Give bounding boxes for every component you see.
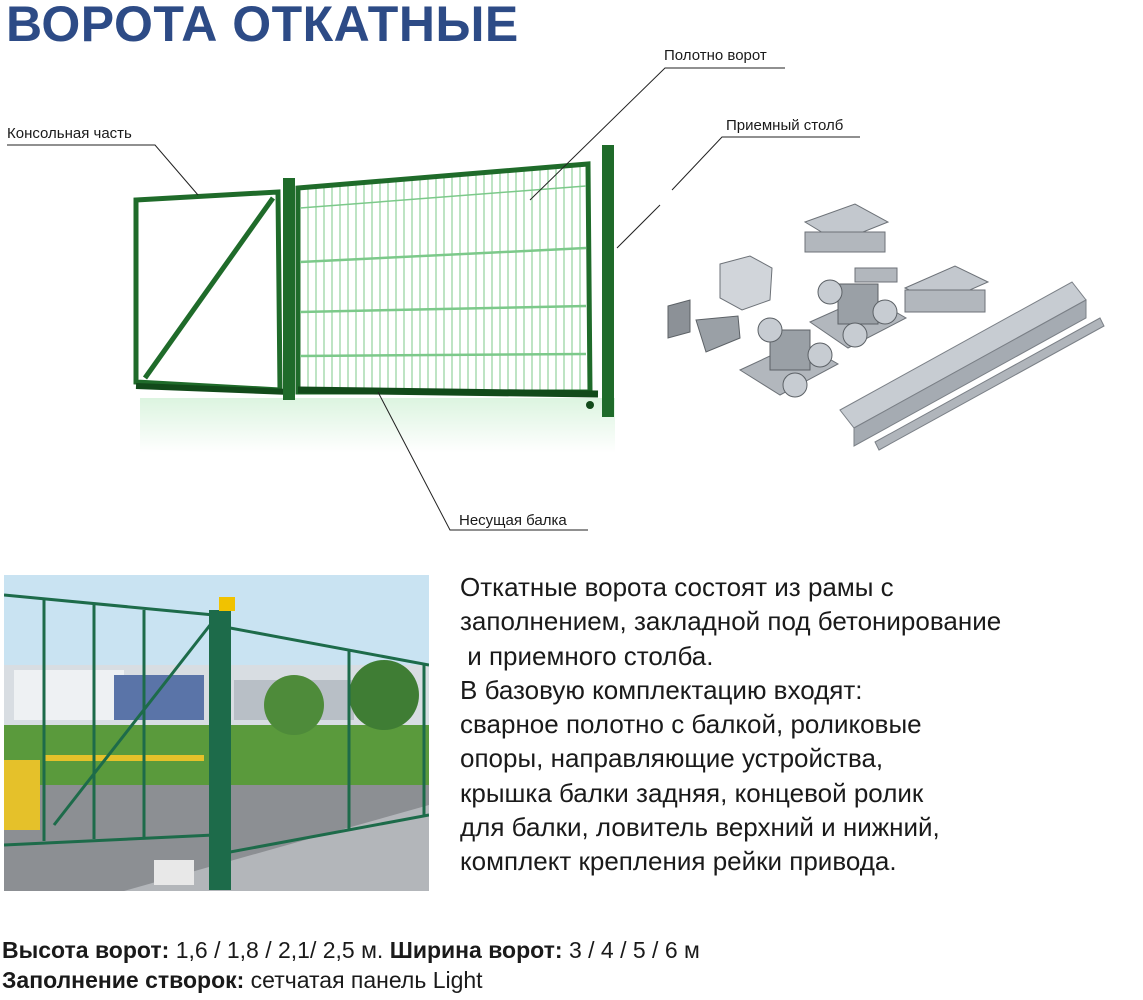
fill-label: Заполнение створок: [2,967,245,993]
specs-line-fill [2,965,700,995]
callout-beam: Несущая балка [459,512,567,529]
callout-console: Консольная часть [7,125,132,142]
description-line: В базовую комплектацию входят: [460,674,863,705]
hardware-parts [668,204,1104,450]
fill-value: сетчатая панель Light [244,967,483,993]
gate-photo [4,575,429,891]
description-line: заполнением, закладной под бетонирование [460,606,1002,637]
callout-post: Приемный столб [726,117,844,134]
description [460,570,1140,879]
gate-post [283,178,295,400]
description-line: крышка балки задняя, концевой ролик [460,777,924,808]
specs [2,935,700,995]
gate-reflection [140,398,615,453]
width-label: Ширина ворот: [389,937,563,963]
callout-panel: Полотно ворот [664,47,767,64]
width-value: 3 / 4 / 5 / 6 м [562,937,700,963]
description-line: и приемного столба. [460,640,714,671]
description-line: комплект крепления рейки привода. [460,846,897,877]
description-line: Откатные ворота состоят из рамы с [460,572,894,602]
console-frame [136,192,290,392]
mesh-panel [298,164,598,394]
page-title: ВОРОТА ОТКАТНЫЕ [6,0,519,52]
description-line: сварное полотно с балкой, роликовые [460,709,922,740]
height-value: 1,6 / 1,8 / 2,1/ 2,5 м. [169,937,384,963]
description-line: для балки, ловитель верхний и нижний, [460,812,940,843]
height-label: Высота ворот: [2,937,170,963]
receiving-post [602,145,614,417]
specs-line-dimensions [2,935,700,965]
description-line: опоры, направляющие устройства, [460,743,884,774]
